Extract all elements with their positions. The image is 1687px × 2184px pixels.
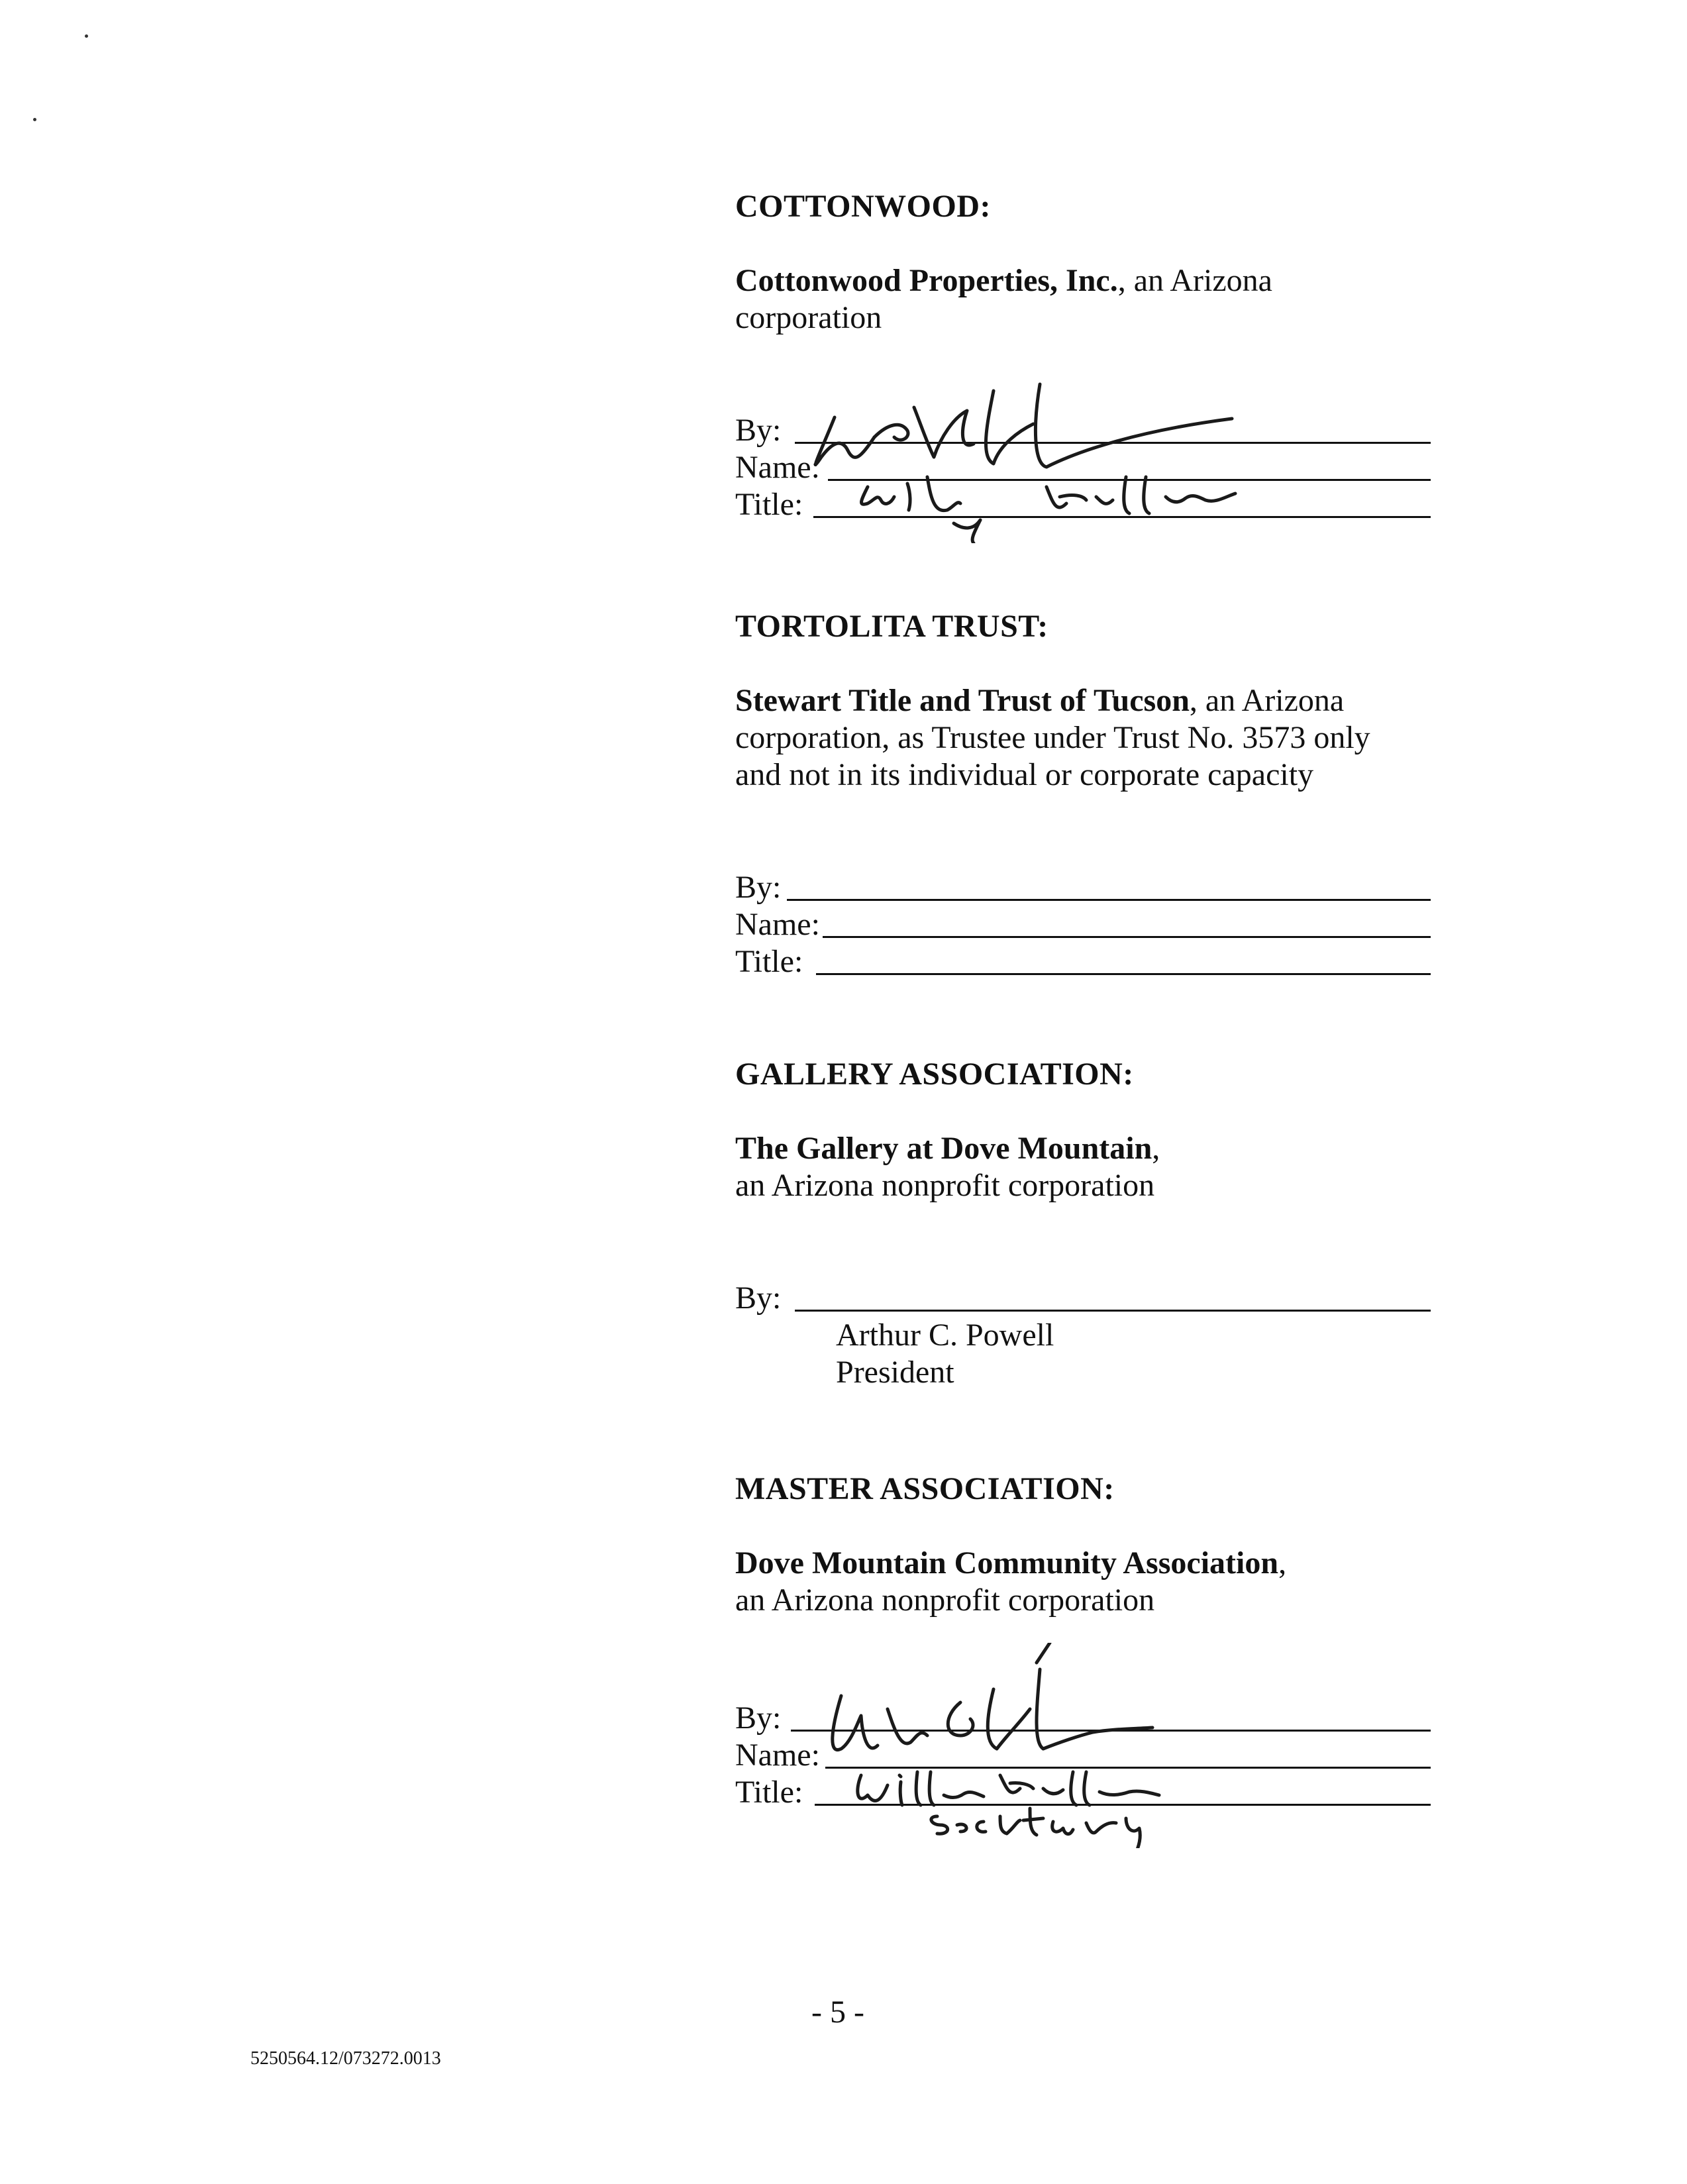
name-line — [735, 1737, 1431, 1774]
name-field[interactable] — [823, 936, 1431, 938]
name-label: Name: — [735, 907, 820, 942]
entity-description-line: corporation, as Trustee under Trust No. 3573 only — [735, 720, 1370, 755]
by-label: By: — [735, 413, 782, 448]
title-label: Title: — [735, 1775, 803, 1810]
by-line — [735, 1700, 1431, 1737]
cottonwood-signature-block — [735, 412, 1431, 523]
section-heading: COTTONWOOD: — [735, 189, 991, 224]
title-line — [735, 943, 1431, 980]
tortolita-trust-section — [735, 608, 1431, 794]
scan-speck — [85, 34, 88, 38]
master-association-section — [735, 1471, 1431, 1619]
title-field[interactable] — [815, 1804, 1431, 1806]
entity-description-line: corporation — [735, 300, 882, 335]
entity-description-line: and not in its individual or corporate capacity — [735, 757, 1314, 792]
page-number: - 5 - — [811, 1995, 864, 2030]
name-field[interactable] — [828, 479, 1431, 481]
entity-description: Dove Mountain Community Association, — [735, 1545, 1287, 1581]
by-line — [735, 1280, 1431, 1317]
entity-description-line: an Arizona nonprofit corporation — [735, 1168, 1155, 1203]
name-label: Name: — [735, 450, 820, 485]
title-line — [735, 486, 1431, 523]
title-label: Title: — [735, 487, 803, 522]
section-heading: MASTER ASSOCIATION: — [735, 1471, 1115, 1506]
entity-name: Stewart Title and Trust of Tucson — [735, 683, 1190, 718]
by-label: By: — [735, 1700, 782, 1736]
entity-name: The Gallery at Dove Mountain — [735, 1131, 1152, 1166]
gallery-signature-block — [735, 1280, 1431, 1391]
master-signature-block — [735, 1700, 1431, 1811]
entity-description-line: an Arizona nonprofit corporation — [735, 1583, 1155, 1618]
by-label: By: — [735, 1280, 782, 1316]
signer-title: President — [836, 1355, 954, 1390]
title-label: Title: — [735, 944, 803, 979]
name-label: Name: — [735, 1738, 820, 1773]
by-label: By: — [735, 870, 782, 905]
tortolita-signature-block — [735, 869, 1431, 980]
gallery-association-section — [735, 1056, 1431, 1204]
cottonwood-section — [735, 188, 1431, 337]
entity-description: Stewart Title and Trust of Tucson, an Arizona — [735, 683, 1345, 718]
title-field[interactable] — [813, 516, 1431, 518]
signer-name: Arthur C. Powell — [836, 1318, 1054, 1353]
entity-name: Cottonwood Properties, Inc. — [735, 263, 1118, 298]
name-line — [735, 906, 1431, 943]
document-id: 5250564.12/073272.0013 — [250, 2048, 441, 2069]
by-signature-field[interactable] — [795, 1310, 1431, 1312]
entity-name: Dove Mountain Community Association — [735, 1545, 1279, 1581]
scan-speck — [33, 118, 36, 121]
entity-description: Cottonwood Properties, Inc., an Arizona — [735, 263, 1272, 298]
by-signature-field[interactable] — [787, 899, 1431, 901]
title-field[interactable] — [816, 973, 1431, 975]
title-line — [735, 1774, 1431, 1811]
name-field[interactable] — [825, 1767, 1431, 1769]
section-heading: GALLERY ASSOCIATION: — [735, 1057, 1134, 1092]
name-line — [735, 449, 1431, 486]
by-line — [735, 869, 1431, 906]
by-line — [735, 412, 1431, 449]
section-heading: TORTOLITA TRUST: — [735, 609, 1048, 644]
by-signature-field[interactable] — [795, 442, 1431, 444]
by-signature-field[interactable] — [791, 1730, 1431, 1732]
entity-description: The Gallery at Dove Mountain, — [735, 1131, 1160, 1166]
